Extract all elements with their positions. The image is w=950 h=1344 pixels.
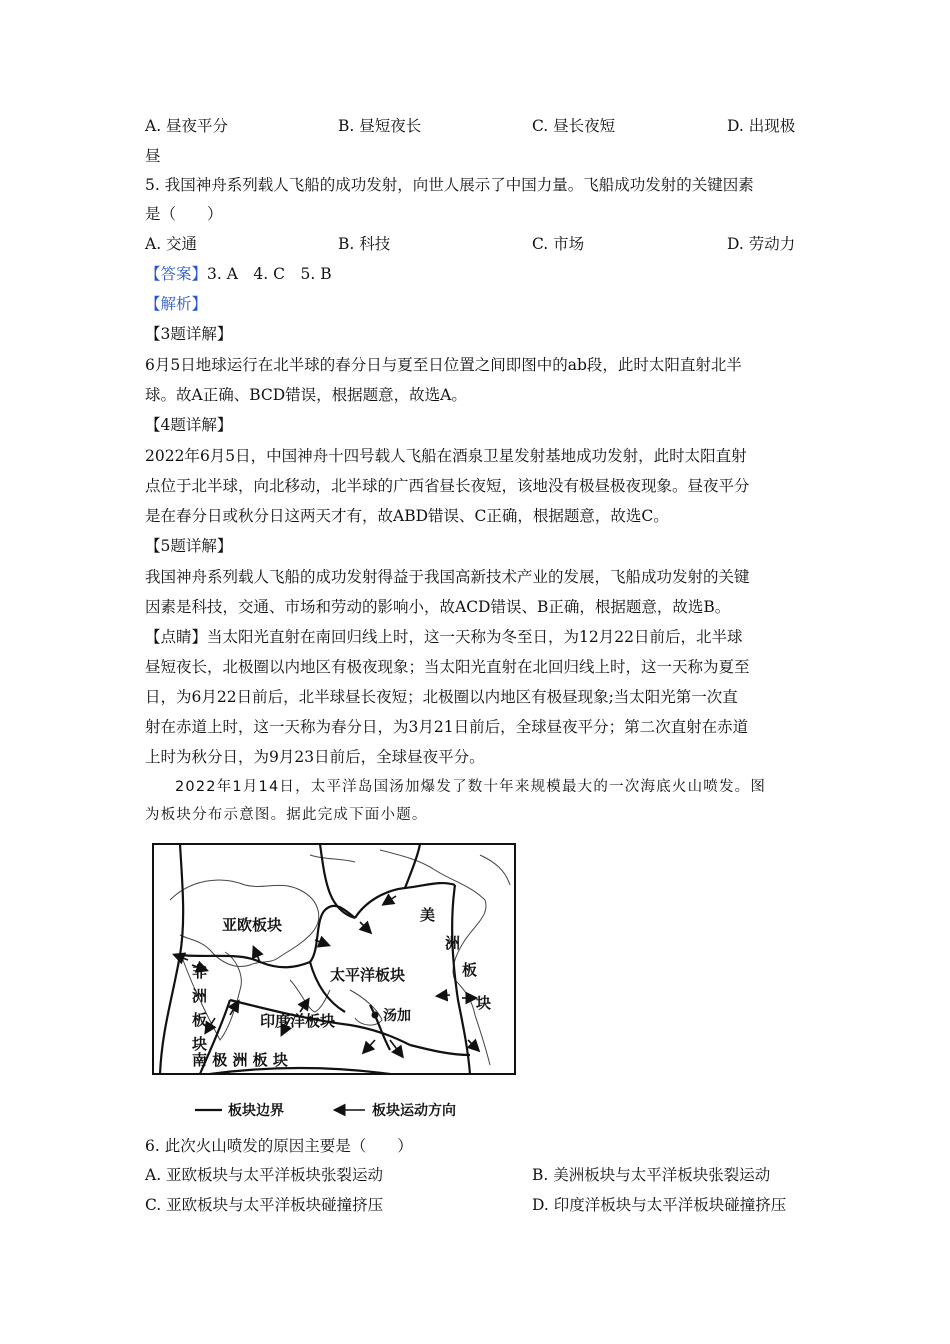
detail-5-line-2: 因素是科技，交通、市场和劳动的影响小，故ACD错误、B正确，根据题意，故选B。 xyxy=(145,598,731,616)
q5-stem-line1: 5. 我国神舟系列载人飞船的成功发射，向世人展示了中国力量。飞船成功发射的关键因素 xyxy=(145,176,754,194)
answer-tag: 【答案】 xyxy=(145,265,208,283)
map-frame xyxy=(153,844,515,1074)
legend-boundary-label: 板块边界 xyxy=(228,1103,284,1119)
detail-4-line-3: 是在春分日或秋分日这两天才有，故ABD错误、C正确，根据题意，故选C。 xyxy=(145,507,669,525)
label-africa-2: 洲 xyxy=(192,987,208,1005)
label-africa-4: 块 xyxy=(192,1035,208,1053)
tip-first-line xyxy=(145,627,742,647)
plate-distribution-map xyxy=(150,840,520,1125)
intro-line-2: 为板块分布示意图。据此完成下面小题。 xyxy=(145,807,428,823)
answer-line xyxy=(145,264,332,284)
label-america-3: 板 xyxy=(462,961,478,979)
q4-option-d-wrap: 昼 xyxy=(145,147,161,165)
legend-motion-label: 板块运动方向 xyxy=(372,1103,456,1119)
q5-option-c: C. 市场 xyxy=(532,235,585,253)
detail-3-line-1: 6月5日地球运行在北半球的春分日与夏至日位置之间即图中的ab段，此时太阳直射北半 xyxy=(145,356,742,374)
q4-option-a: A. 昼夜平分 xyxy=(145,117,229,135)
tip-line-3: 射在赤道上时，这一天称为春分日，为3月21日前后，全球昼夜平分；第二次直射在赤道 xyxy=(145,718,749,736)
q5-option-a: A. 交通 xyxy=(145,235,198,253)
label-america-2: 洲 xyxy=(445,934,461,952)
q4-option-b: B. 昼短夜长 xyxy=(338,117,422,135)
detail-4-title: 【4题详解】 xyxy=(145,416,233,434)
label-tonga: 汤加 xyxy=(383,1008,411,1024)
q5-option-d: D. 劳动力 xyxy=(727,235,796,253)
label-africa-1: 非 xyxy=(192,963,208,981)
q5-option-b: B. 科技 xyxy=(338,235,391,253)
label-america-4: 块 xyxy=(476,994,492,1012)
intro-line-1: 2022年1月14日，太平洋岛国汤加爆发了数十年来规模最大的一次海底火山喷发。图 xyxy=(175,779,767,795)
tip-first-text: 当太阳光直射在南回归线上时，这一天称为冬至日，为12月22日前后，北半球 xyxy=(207,628,743,646)
label-pacific: 太平洋板块 xyxy=(330,966,406,984)
tip-line-4: 上时为秋分日，为9月23日前后，全球昼夜平分。 xyxy=(145,748,485,766)
label-eurasia: 亚欧板块 xyxy=(222,916,283,934)
q4-option-c: C. 昼长夜短 xyxy=(532,117,616,135)
tip-tag: 【点睛】 xyxy=(145,628,208,646)
q6-option-b: B. 美洲板块与太平洋板块张裂运动 xyxy=(532,1166,771,1184)
label-america-1: 美 xyxy=(420,906,436,924)
label-indian: 印度洋板块 xyxy=(260,1012,336,1030)
q6-option-a: A. 亚欧板块与太平洋板块张裂运动 xyxy=(145,1166,384,1184)
detail-3-title: 【3题详解】 xyxy=(145,325,233,343)
detail-4-line-2: 点位于北半球，向北移动，北半球的广西省昼长夜短，该地没有极昼极夜现象。昼夜平分 xyxy=(145,477,750,495)
label-antarctic: 南 极 洲 板 块 xyxy=(192,1051,288,1069)
q4-option-d: D. 出现极 xyxy=(727,117,796,135)
detail-3-line-2: 球。故A正确、BCD错误，根据题意，故选A。 xyxy=(145,386,467,404)
detail-5-title: 【5题详解】 xyxy=(145,537,233,555)
tip-line-2: 日，为6月22日前后，北半球昼长夜短；北极圈以内地区有极昼现象;当太阳光第一次直 xyxy=(145,688,738,706)
tip-line-1: 昼短夜长，北极圈以内地区有极夜现象；当太阳光直射在北回归线上时，这一天称为夏至 xyxy=(145,658,750,676)
q6-option-d: D. 印度洋板块与太平洋板块碰撞挤压 xyxy=(532,1196,787,1214)
detail-5-line-1: 我国神舟系列载人飞船的成功发射得益于我国高新技术产业的发展，飞船成功发射的关键 xyxy=(145,568,750,586)
q5-stem-line2: 是（ ） xyxy=(145,205,223,223)
tonga-point xyxy=(372,1012,379,1019)
analysis-tag: 【解析】 xyxy=(145,295,208,313)
detail-4-line-1: 2022年6月5日，中国神舟十四号载人飞船在酒泉卫星发射基地成功发射，此时太阳直射 xyxy=(145,447,747,465)
answer-text: 3. A 4. C 5. B xyxy=(207,265,332,283)
q6-stem: 6. 此次火山喷发的原因主要是（ ） xyxy=(145,1137,413,1155)
q6-option-c: C. 亚欧板块与太平洋板块碰撞挤压 xyxy=(145,1196,384,1214)
label-africa-3: 板 xyxy=(192,1011,208,1029)
